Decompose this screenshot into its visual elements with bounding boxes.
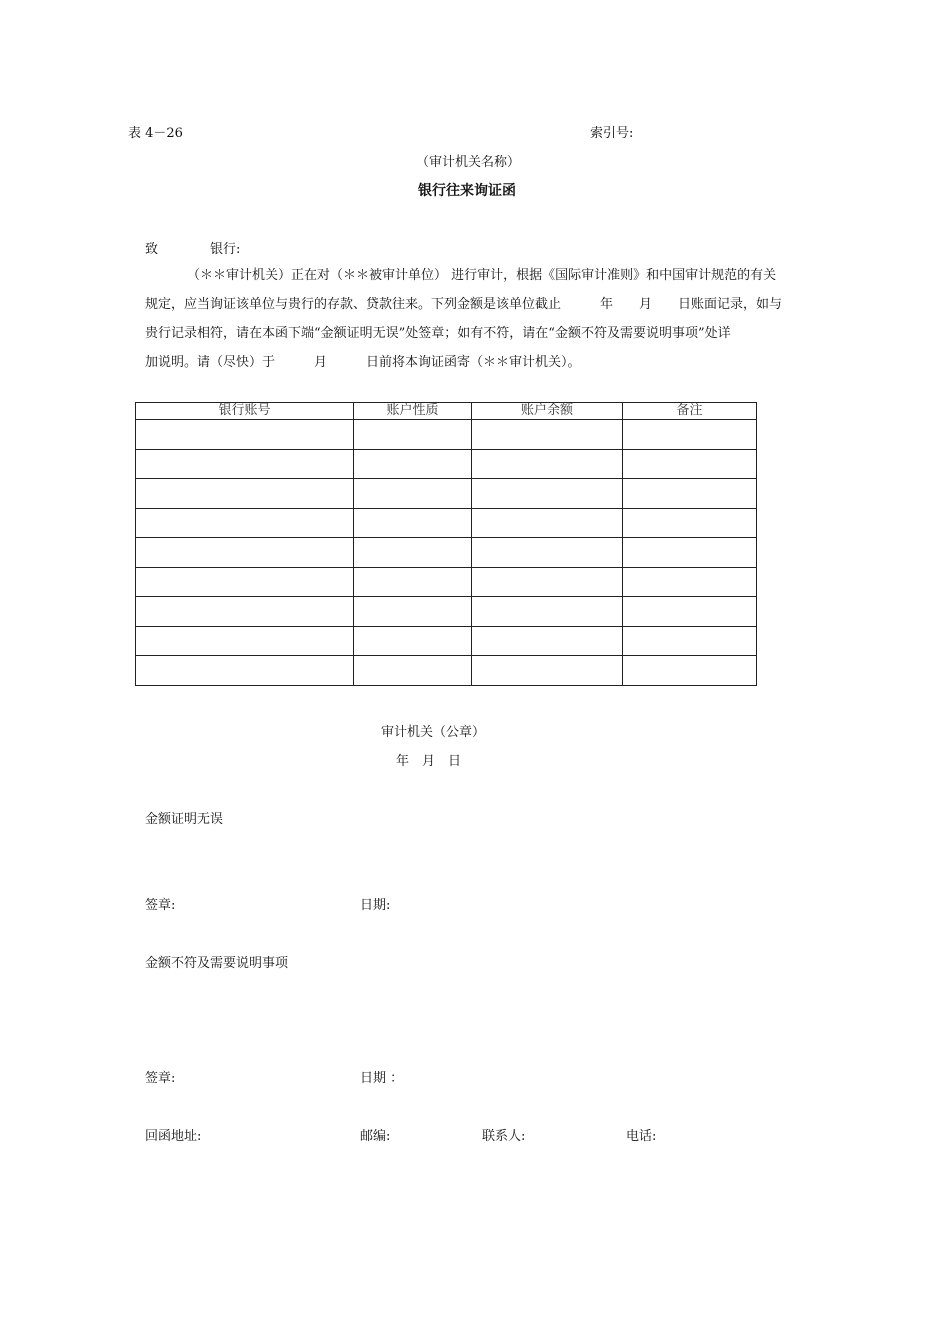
mismatch-label: 金额不符及需要说明事项	[145, 956, 289, 971]
table-row	[136, 508, 757, 538]
table-cell[interactable]	[623, 626, 757, 656]
table-cell[interactable]	[136, 626, 354, 656]
confirm-correct-label: 金额证明无误	[145, 812, 224, 827]
table-cell[interactable]	[354, 538, 472, 568]
table-cell[interactable]	[623, 420, 757, 450]
table-header-row	[136, 403, 757, 420]
confirm-date-label: 日期:	[360, 898, 391, 913]
column-header-balance: 账户余额	[472, 403, 623, 420]
letter-body	[145, 261, 807, 377]
table-cell[interactable]	[354, 420, 472, 450]
table-cell[interactable]	[623, 479, 757, 509]
letter-line-4: 加说明。请（尽快）于 月 日前将本询证函寄（＊＊审计机关）。	[145, 355, 581, 370]
salutation-to: 致	[145, 242, 159, 257]
table-cell[interactable]	[136, 479, 354, 509]
table-row	[136, 626, 757, 656]
column-header-account-type: 账户性质	[354, 403, 472, 420]
table-cell[interactable]	[354, 449, 472, 479]
account-table	[135, 402, 757, 686]
page-title: 银行往来询证函	[418, 183, 516, 199]
letter-line-3: 贵行记录相符，请在本函下端“金额证明无误”处签章；如有不符，请在“金额不符及需要说明事项”处详	[145, 326, 731, 341]
column-header-account-no: 银行账号	[136, 403, 354, 420]
contact-label: 联系人:	[482, 1129, 526, 1144]
table-cell[interactable]	[136, 420, 354, 450]
table-cell[interactable]	[623, 656, 757, 686]
mismatch-sign-label: 签章:	[145, 1071, 176, 1086]
table-cell[interactable]	[136, 567, 354, 597]
table-cell[interactable]	[354, 508, 472, 538]
table-cell[interactable]	[136, 597, 354, 627]
table-number: 表 4－26	[128, 126, 183, 141]
audit-org-seal: 审计机关（公章）	[381, 725, 486, 740]
table-row	[136, 420, 757, 450]
table-cell[interactable]	[623, 567, 757, 597]
table-cell[interactable]	[472, 479, 623, 509]
letter-line-1: （＊＊审计机关）正在对（＊＊被审计单位） 进行审计，根据《国际审计准则》和中国审计规范的有关	[187, 268, 777, 283]
table-cell[interactable]	[623, 449, 757, 479]
phone-label: 电话:	[626, 1129, 657, 1144]
table-cell[interactable]	[472, 538, 623, 568]
table-cell[interactable]	[354, 567, 472, 597]
table-row	[136, 597, 757, 627]
salutation-bank: 银行:	[210, 242, 241, 257]
table-cell[interactable]	[136, 656, 354, 686]
table-cell[interactable]	[472, 626, 623, 656]
table-cell[interactable]	[472, 656, 623, 686]
reply-address-label: 回函地址:	[145, 1129, 202, 1144]
table-cell[interactable]	[136, 508, 354, 538]
table-cell[interactable]	[472, 508, 623, 538]
letter-line-2: 规定，应当询证该单位与贵行的存款、贷款往来。下列金额是该单位截止 年 月 日账面记录，如与	[145, 297, 783, 312]
table-cell[interactable]	[623, 508, 757, 538]
table-cell[interactable]	[623, 538, 757, 568]
table-cell[interactable]	[472, 449, 623, 479]
audit-org-name: （审计机关名称）	[416, 155, 521, 170]
table-cell[interactable]	[354, 479, 472, 509]
table-row	[136, 567, 757, 597]
table-cell[interactable]	[472, 567, 623, 597]
confirm-sign-label: 签章:	[145, 898, 176, 913]
table-cell[interactable]	[623, 597, 757, 627]
table-cell[interactable]	[354, 656, 472, 686]
postcode-label: 邮编:	[360, 1129, 391, 1144]
table-cell[interactable]	[136, 538, 354, 568]
table-row	[136, 479, 757, 509]
mismatch-date-label: 日期 ：	[360, 1071, 404, 1086]
table-cell[interactable]	[354, 626, 472, 656]
table-cell[interactable]	[354, 597, 472, 627]
table-row	[136, 656, 757, 686]
table-row	[136, 538, 757, 568]
table-cell[interactable]	[136, 449, 354, 479]
column-header-remarks: 备注	[623, 403, 757, 420]
table-row	[136, 449, 757, 479]
seal-date: 年 月 日	[396, 754, 462, 769]
index-number-label: 索引号:	[590, 126, 634, 141]
table-cell[interactable]	[472, 597, 623, 627]
table-cell[interactable]	[472, 420, 623, 450]
